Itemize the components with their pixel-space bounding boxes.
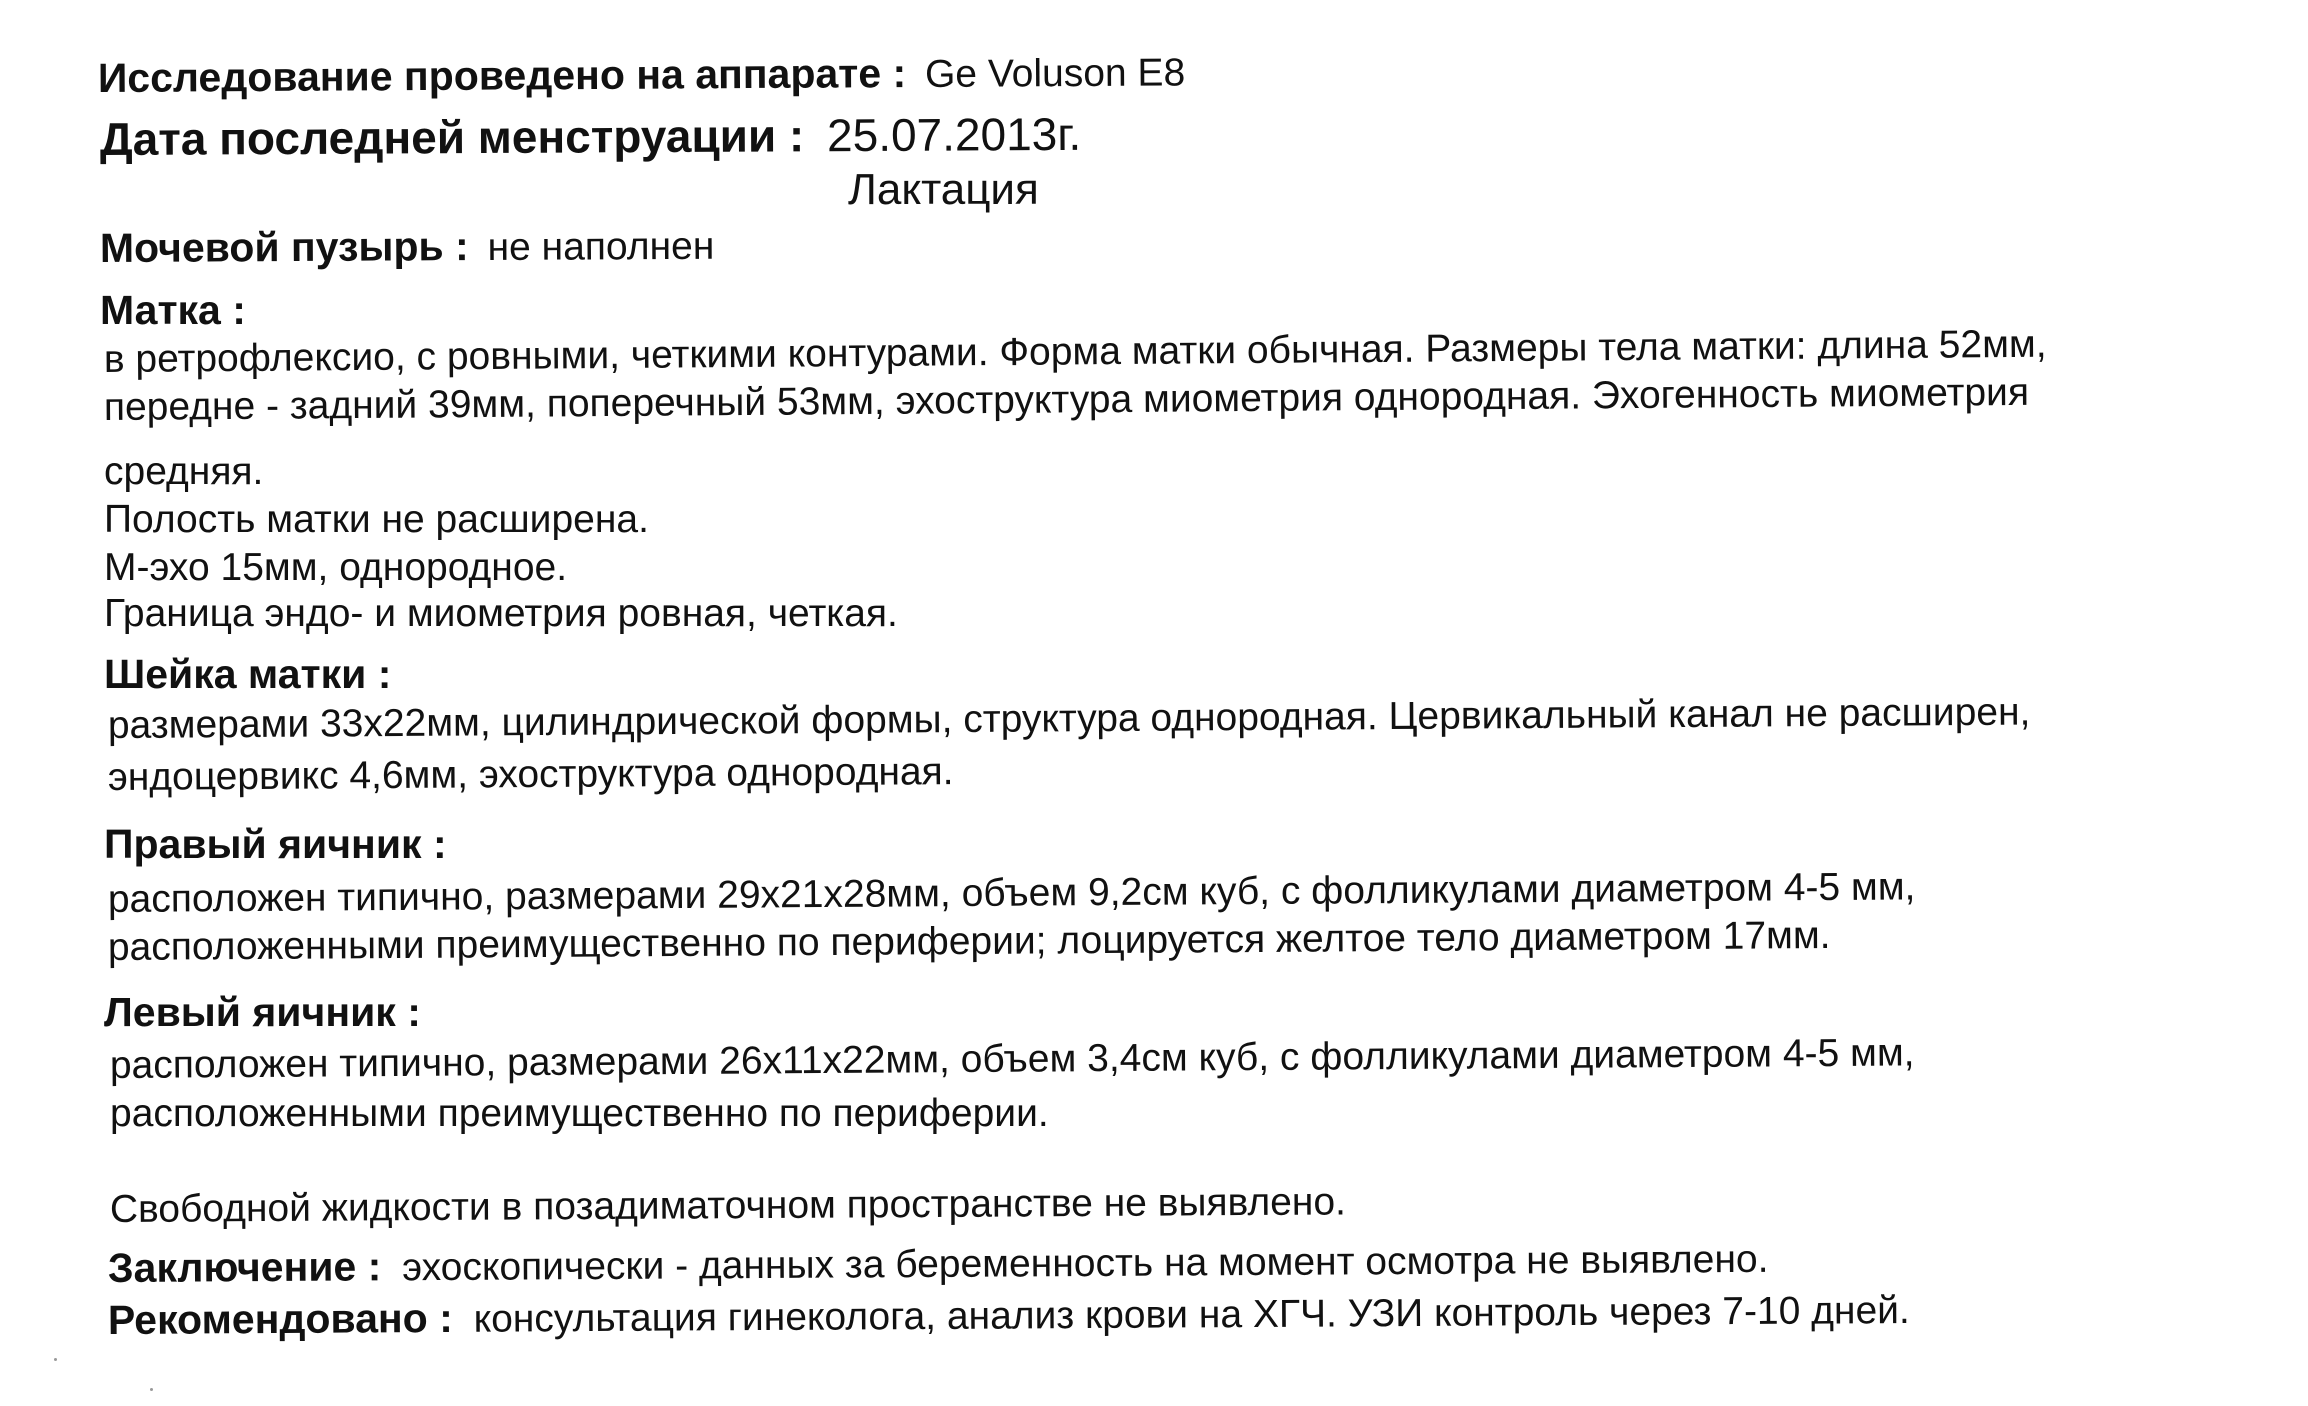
- right-ovary-line: расположенными преимущественно по периферии; лоцируется желтое тело диаметром 17мм.: [107, 913, 1831, 969]
- bladder-label: Мочевой пузырь :: [99, 223, 469, 271]
- recommended-label: Рекомендовано :: [107, 1294, 453, 1343]
- uterus-line: средняя.: [104, 450, 264, 493]
- device-label: Исследование проведено на аппарате :: [97, 50, 907, 101]
- uterus-line: Полость матки не расширена.: [104, 498, 649, 541]
- device-line: [98, 51, 1186, 99]
- recommended-line: [108, 1289, 1910, 1341]
- cervix-line: эндоцервикс 4,6мм, эхоструктура однородная.: [107, 750, 954, 799]
- left-ovary-line: расположен типично, размерами 26х11х22мм, объем 3,4см куб, с фолликулами диаметром 4-5 мм,: [109, 1031, 1915, 1087]
- left-ovary-heading: Левый яичник :: [104, 989, 421, 1035]
- uterus-line: М-эхо 15мм, однородное.: [104, 546, 568, 589]
- recommended-value: консультация гинеколога, анализ крови на ХГЧ. УЗИ контроль через 7-10 дней.: [473, 1288, 1910, 1341]
- uterus-line: Граница эндо- и миометрия ровная, четкая.: [104, 592, 898, 635]
- cervix-heading: Шейка матки :: [104, 651, 392, 697]
- lmp-label: Дата последней менструации :: [99, 109, 805, 165]
- lmp-note: Лактация: [848, 165, 1039, 214]
- scan-speck: [54, 1358, 57, 1361]
- right-ovary-line: расположен типично, размерами 29х21х28мм, объем 9,2см куб, с фолликулами диаметром 4-5 мм,: [107, 865, 1916, 921]
- left-ovary-line: расположенными преимущественно по периферии.: [110, 1092, 1049, 1135]
- bladder-value: не наполнен: [487, 224, 715, 269]
- uterus-line: передне - задний 39мм, поперечный 53мм, эхоструктура миометрия однородная. Эхогенность миометрия: [103, 370, 2030, 429]
- lmp-line: [99, 107, 1082, 165]
- uterus-line: в ретрофлексио, с ровными, четкими контурами. Форма матки обычная. Размеры тела матки: длина 52мм,: [103, 322, 2047, 381]
- conclusion-line: [108, 1238, 1769, 1289]
- scan-speck: [150, 1388, 153, 1391]
- bladder-line: [100, 225, 715, 269]
- uterus-heading: Матка :: [100, 287, 246, 333]
- cervix-line: размерами 33х22мм, цилиндрической формы, структура однородная. Цервикальный канал не расширен,: [107, 690, 2031, 747]
- lmp-value: 25.07.2013г.: [826, 107, 1082, 162]
- device-value: Ge Voluson E8: [924, 51, 1186, 96]
- conclusion-label: Заключение :: [107, 1243, 382, 1291]
- conclusion-value: эхоскопически - данных за беременность на момент осмотра не выявлено.: [402, 1237, 1769, 1290]
- right-ovary-heading: Правый яичник :: [104, 821, 447, 867]
- free-fluid-text: Свободной жидкости в позадиматочном пространстве не выявлено.: [109, 1180, 1347, 1231]
